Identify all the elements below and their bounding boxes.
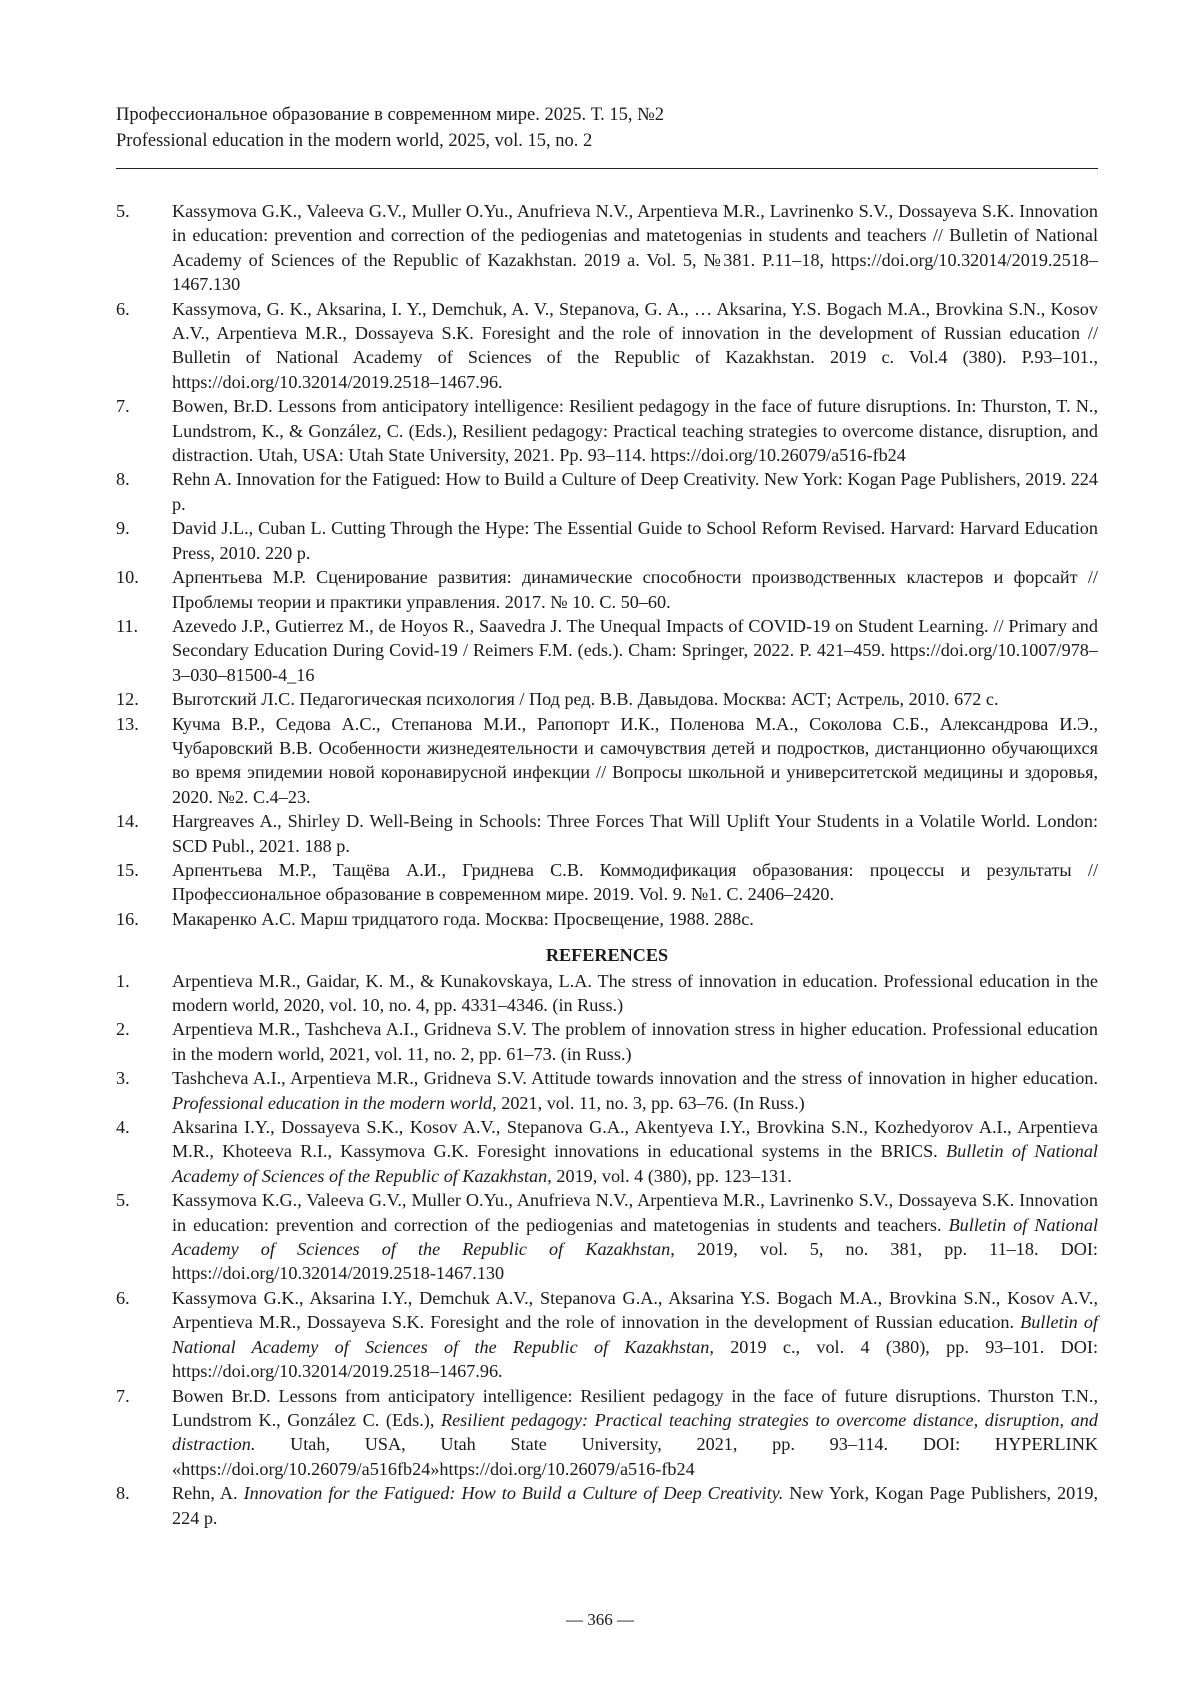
reference-number: 11. (116, 614, 172, 687)
reference-number: 6. (116, 1286, 172, 1384)
reference-text (172, 1017, 1098, 1066)
reference-text: Арпентьева М.Р. Сценирование развития: динамические способности производственных кластеров и форсайт // Проблемы теории и практики управления. 2017. № 10. С. 50–60. (172, 565, 1098, 614)
references-list (116, 969, 1098, 1530)
reference-number: 4. (116, 1115, 172, 1188)
reference-text (172, 1384, 1098, 1482)
reference-text (172, 1066, 1098, 1115)
reference-italic-part: Innovation for the Fatigued: How to Build a Culture of Deep Creativity. (244, 1483, 784, 1503)
reference-item (116, 907, 1098, 931)
reference-part: New York, Kogan Page Publishers, 2019, 224 p. (172, 1483, 1098, 1527)
reference-text: David J.L., Cuban L. Cutting Through the Hype: The Essential Guide to School Reform Revised. Harvard: Harvard Education Press, 2010. 220 p. (172, 516, 1098, 565)
reference-text: Kassymova G.K., Valeeva G.V., Muller O.Yu., Anufrieva N.V., Arpentieva M.R., Lavrinenko S.V., Dossayeva S.K. Innovation in education: prevention and correction of the pediogenias and matetogenias in students and teachers // Bulletin of National Academy of Sciences of the Republic of Kazakhstan. 2019 a. Vol. 5, №381. P.11–18, https://doi.org/10.32014/2019.2518–1467.130 (172, 199, 1098, 297)
reference-text: Bowen, Br.D. Lessons from anticipatory intelligence: Resilient pedagogy in the face of future disruptions. In: Thurston, T. N., Lundstrom, K., & González, C. (Eds.), Resilient pedagogy: Practical teaching strategies to overcome distance, disruption, and distraction. Utah, USA: Utah State University, 2021. Pp. 93–114. https://doi.org/10.26079/a516-fb24 (172, 394, 1098, 467)
header-line-ru: Профессиональное образование в современном мире. 2025. Т. 15, №2 (116, 102, 1098, 128)
reference-number: 15. (116, 858, 172, 907)
reference-item (116, 687, 1098, 711)
literature-list (116, 199, 1098, 931)
reference-number: 7. (116, 1384, 172, 1482)
references-heading: REFERENCES (116, 943, 1098, 967)
reference-item (116, 516, 1098, 565)
reference-number: 16. (116, 907, 172, 931)
reference-item (116, 297, 1098, 395)
reference-text (172, 1481, 1098, 1530)
reference-text: Кучма В.Р., Седова А.С., Степанова М.И., Рапопорт И.К., Поленова М.А., Соколова С.Б., Александрова И.Э., Чубаровский В.В. Особенности жизнедеятельности и самочувствия детей и подростков, дистанционно обучающихся во время эпидемии новой коронавирусной инфекции // Вопросы школьной и университетской медицины и здоровья, 2020. №2. С.4–23. (172, 712, 1098, 810)
reference-part: 2019 c., vol. 4 (380), pp. 93–101. DOI: https://doi.org/10.32014/2019.2518–1467.96. (172, 1337, 1098, 1381)
reference-number: 5. (116, 199, 172, 297)
reference-item (116, 712, 1098, 810)
reference-number: 5. (116, 1188, 172, 1286)
reference-item (116, 614, 1098, 687)
reference-text: Hargreaves A., Shirley D. Well-Being in Schools: Three Forces That Will Uplift Your Students in a Volatile World. London: SCD Publ., 2021. 188 p. (172, 809, 1098, 858)
reference-part: Aksarina I.Y., Dossayeva S.K., Kosov A.V., Stepanova G.A., Akentyeva I.Y., Brovkina S.N., Kozhedyorov A.I., Arpentieva M.R., Khoteeva R.I., Kassymova G.K. Foresight innovations in educational systems in the BRICS. (172, 1117, 1098, 1161)
reference-number: 13. (116, 712, 172, 810)
reference-item (116, 394, 1098, 467)
reference-italic-part: Bulletin of National Academy of Sciences of the Republic of Kazakhstan (172, 1215, 1098, 1259)
reference-italic-part: Resilient pedagogy: Practical teaching strategies to overcome distance, disruption, and distraction. (172, 1410, 1098, 1454)
reference-part: Kassymova K.G., Valeeva G.V., Muller O.Yu., Anufrieva N.V., Arpentieva M.R., Lavrinenko S.V., Dossayeva S.K. Innovation in education: prevention and correction of the pediogenias and matetogenias in students and teachers. (172, 1190, 1098, 1234)
reference-text (172, 969, 1098, 1018)
reference-item (116, 809, 1098, 858)
references-section (116, 199, 1098, 1530)
header-line-en: Professional education in the modern world, 2025, vol. 15, no. 2 (116, 128, 1098, 154)
reference-item (116, 1115, 1098, 1188)
reference-part: Arpentieva M.R., Gaidar, K. M., & Kunakovskaya, L.A. The stress of innovation in education. Professional education in the modern world, 2020, vol. 10, no. 4, pp. 4331–4346. (in Russ.) (172, 971, 1098, 1015)
header-rule (116, 168, 1098, 169)
reference-part: Arpentieva M.R., Tashcheva A.I., Gridneva S.V. The problem of innovation stress in higher education. Professional education in the modern world, 2021, vol. 11, no. 2, pp. 61–73. (in Russ.) (172, 1019, 1098, 1063)
reference-italic-part: Bulletin of National Academy of Sciences of the Republic of Kazakhstan (172, 1141, 1098, 1185)
reference-item (116, 199, 1098, 297)
reference-number: 9. (116, 516, 172, 565)
reference-part: , 2019, vol. 4 (380), pp. 123–131. (547, 1166, 792, 1186)
reference-item (116, 467, 1098, 516)
reference-part: Kassymova G.K., Aksarina I.Y., Demchuk A.V., Stepanova G.A., Aksarina Y.S. Bogach M.A., Brovkina S.N., Kosov A.V., Arpentieva M.R., Dossayeva S.K. Foresight and the role of innovation in the development of Russian education. (172, 1288, 1098, 1332)
reference-number: 10. (116, 565, 172, 614)
reference-part: , 2021, vol. 11, no. 3, pp. 63–76. (In Russ.) (492, 1093, 805, 1113)
reference-number: 8. (116, 1481, 172, 1530)
reference-part: Utah, USA, Utah State University, 2021, pp. 93–114. DOI: HYPERLINK «https://doi.org/10.26079/a516fb24»https://doi.org/10.26079/a516-fb24 (172, 1434, 1098, 1478)
reference-item (116, 1066, 1098, 1115)
reference-part: , 2019, vol. 5, no. 381, pp. 11–18. DOI: https://doi.org/10.32014/2019.2518-1467.130 (172, 1239, 1098, 1283)
reference-item (116, 565, 1098, 614)
reference-text: Арпентьева М.Р., Тащёва А.И., Гриднева С.В. Коммодификация образования: процессы и результаты // Профессиональное образование в современном мире. 2019. Vol. 9. №1. С. 2406–2420. (172, 858, 1098, 907)
reference-text: Rehn A. Innovation for the Fatigued: How to Build a Culture of Deep Creativity. New York: Kogan Page Publishers, 2019. 224 p. (172, 467, 1098, 516)
reference-text: Azevedo J.P., Gutierrez M., de Hoyos R., Saavedra J. The Unequal Impacts of COVID-19 on Student Learning. // Primary and Secondary Education During Covid-19 / Reimers F.M. (eds.). Cham: Springer, 2022. P. 421–459. https://doi.org/10.1007/978–3–030–81500-4_16 (172, 614, 1098, 687)
reference-text (172, 1188, 1098, 1286)
reference-text (172, 1115, 1098, 1188)
reference-italic-part: Bulletin of National Academy of Sciences of the Republic of Kazakhstan, (172, 1312, 1098, 1356)
journal-page (0, 0, 1200, 1697)
reference-item (116, 1481, 1098, 1530)
reference-item (116, 969, 1098, 1018)
reference-number: 8. (116, 467, 172, 516)
reference-item (116, 1384, 1098, 1482)
reference-number: 14. (116, 809, 172, 858)
reference-part: Bowen Br.D. Lessons from anticipatory intelligence: Resilient pedagogy in the face of future disruptions. Thurston T.N., Lundstrom K., González C. (Eds.), (172, 1386, 1098, 1430)
reference-number: 12. (116, 687, 172, 711)
reference-number: 6. (116, 297, 172, 395)
reference-number: 1. (116, 969, 172, 1018)
reference-item (116, 858, 1098, 907)
reference-number: 7. (116, 394, 172, 467)
reference-number: 3. (116, 1066, 172, 1115)
page-number: — 366 — (0, 1610, 1200, 1630)
reference-text: Выготский Л.С. Педагогическая психология / Под ред. В.В. Давыдова. Москва: АСТ; Астрель, 2010. 672 с. (172, 687, 1098, 711)
reference-text: Kassymova, G. K., Aksarina, I. Y., Demchuk, A. V., Stepanova, G. A., … Aksarina, Y.S. Bogach M.A., Brovkina S.N., Kosov A.V., Arpentieva M.R., Dossayeva S.K. Foresight and the role of innovation in the development of Russian education // Bulletin of National Academy of Sciences of the Republic of Kazakhstan. 2019 c. Vol.4 (380). P.93–101., https://doi.org/10.32014/2019.2518–1467.96. (172, 297, 1098, 395)
reference-item (116, 1188, 1098, 1286)
running-header (116, 102, 1098, 154)
reference-part: Tashcheva A.I., Arpentieva M.R., Gridneva S.V. Attitude towards innovation and the stress of innovation in higher education. (172, 1068, 1098, 1088)
reference-item (116, 1286, 1098, 1384)
reference-text: Макаренко А.С. Марш тридцатого года. Москва: Просвещение, 1988. 288с. (172, 907, 1098, 931)
reference-item (116, 1017, 1098, 1066)
reference-part: Rehn, A. (172, 1483, 244, 1503)
reference-number: 2. (116, 1017, 172, 1066)
reference-text (172, 1286, 1098, 1384)
reference-italic-part: Professional education in the modern world (172, 1093, 492, 1113)
